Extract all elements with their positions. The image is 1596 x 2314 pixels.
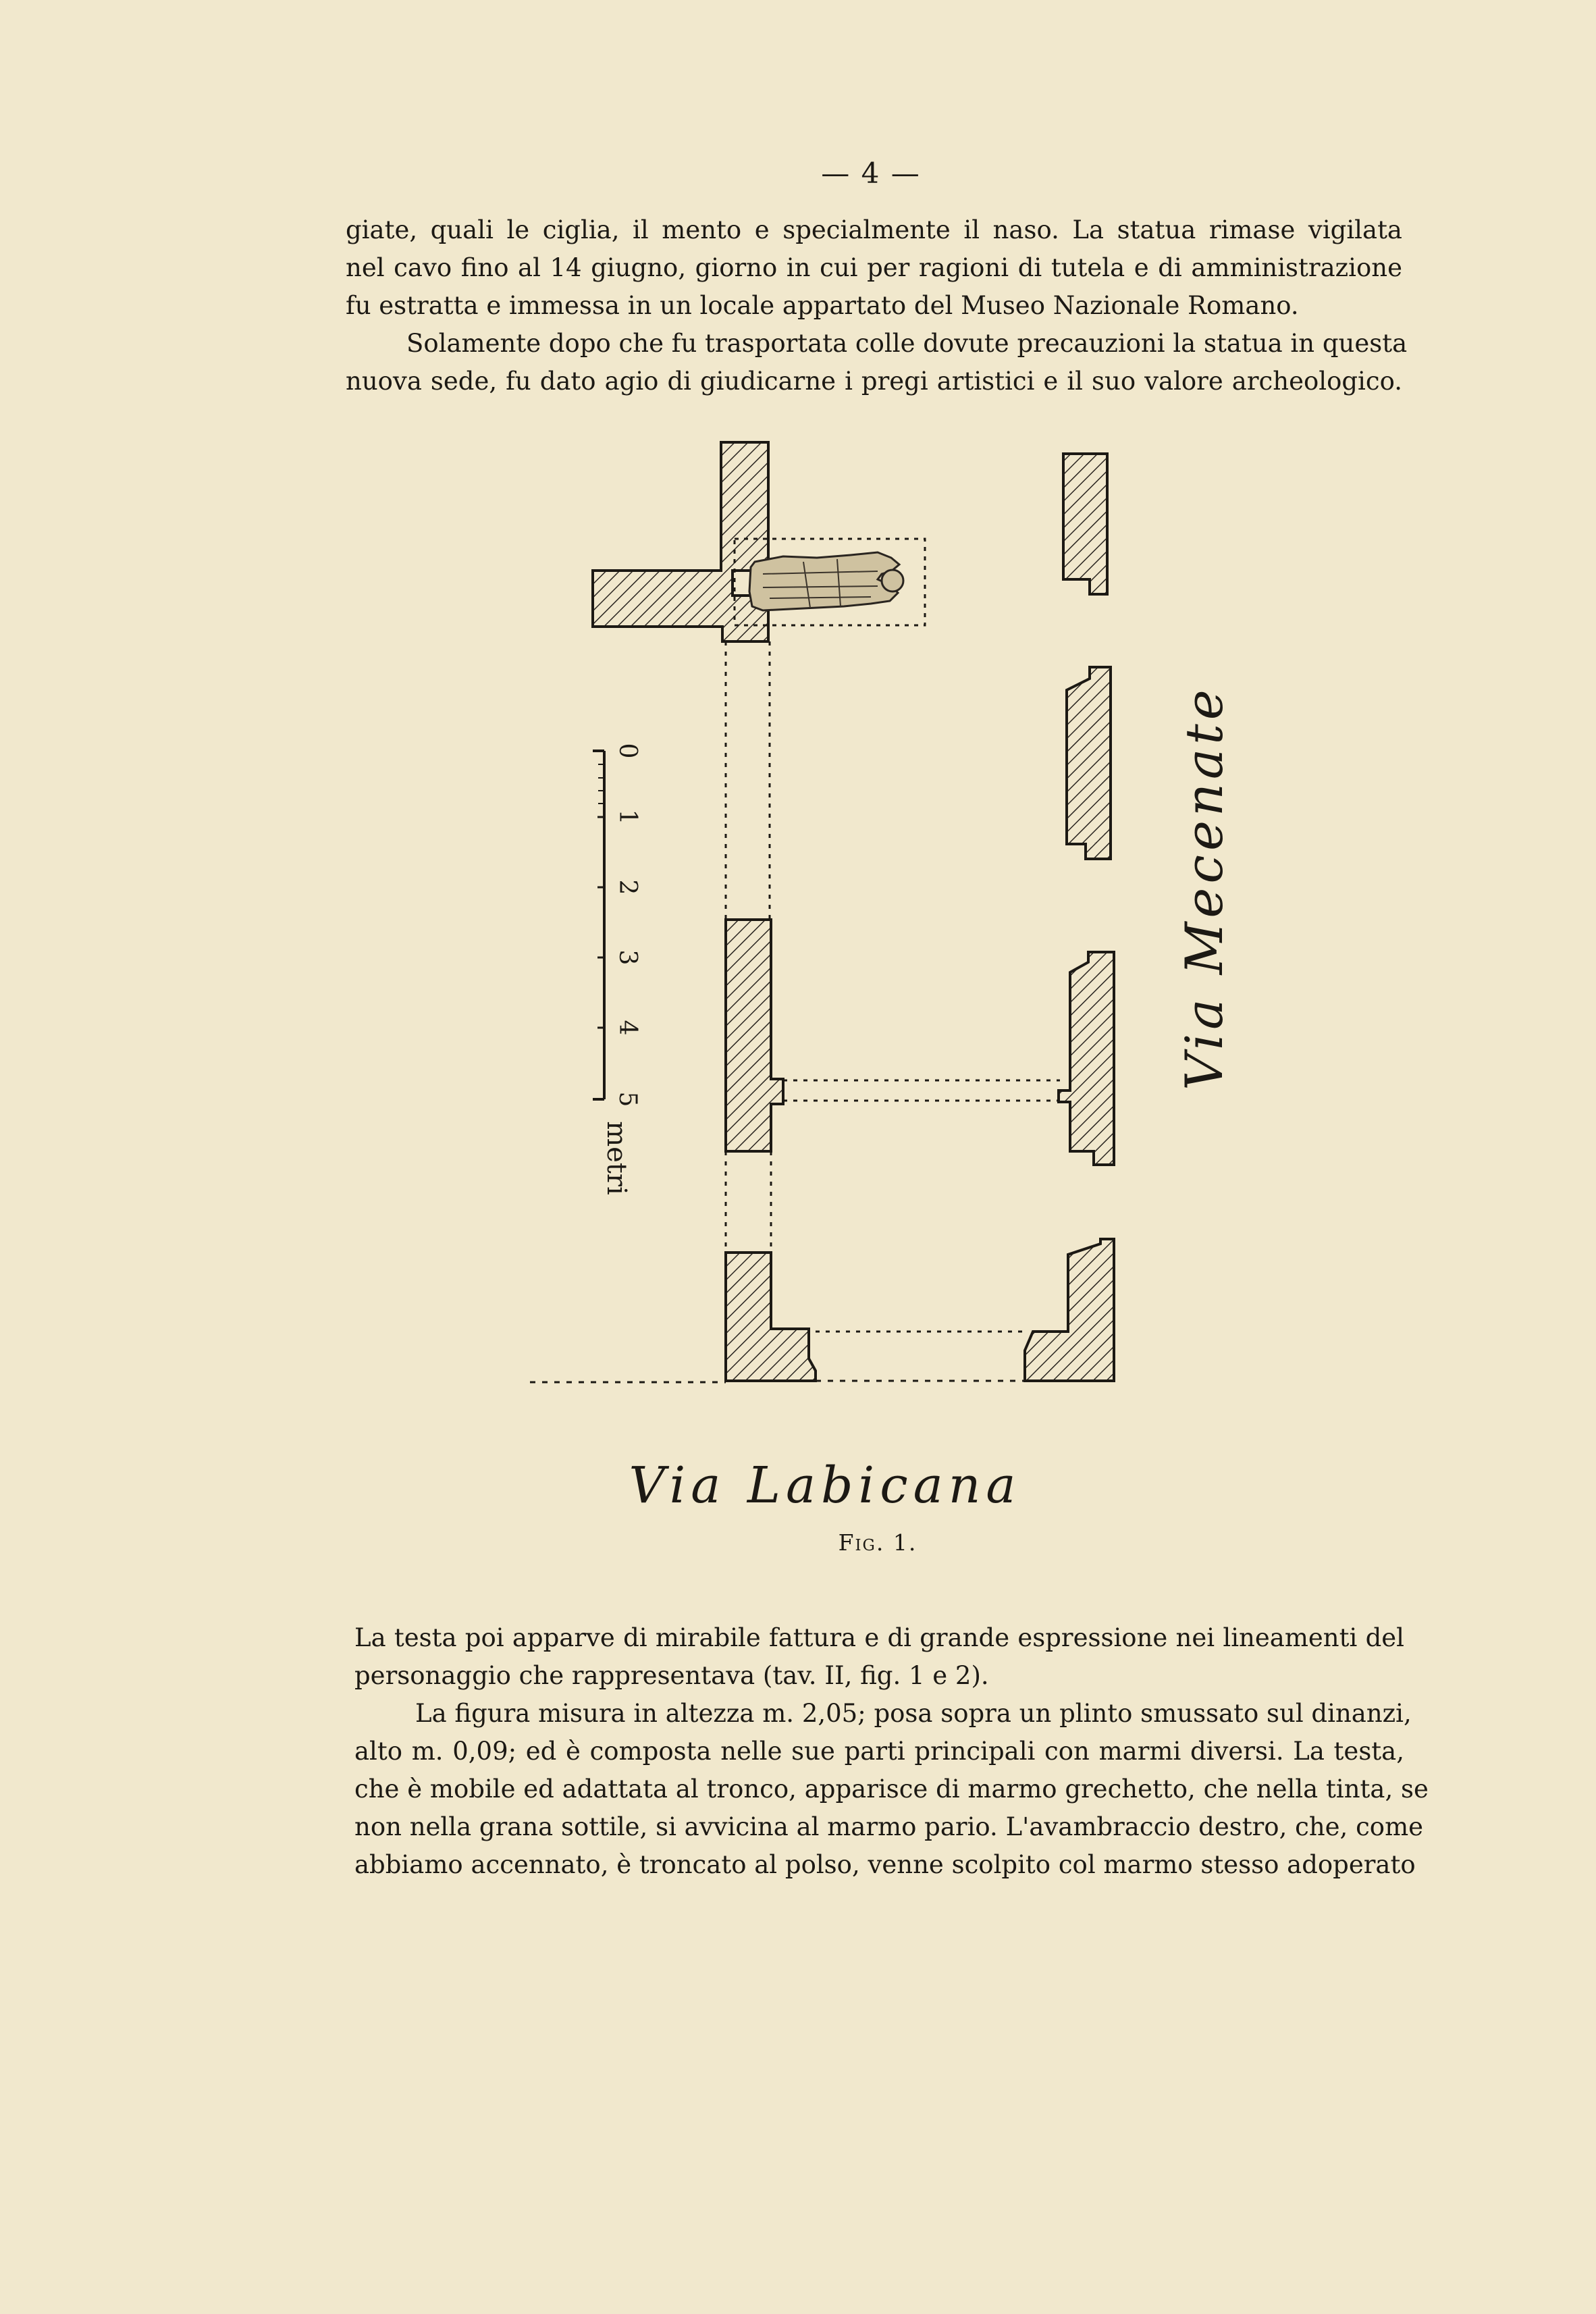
text-line: nuova sede, fu dato agio di giudicarne i pregi artistici e il suo valore archeologico. bbox=[346, 367, 1402, 396]
text-line: nel cavo fino al 14 giugno, giorno in cui per ragioni di tutela e di amministrazione bbox=[346, 253, 1402, 282]
text-line: La figura misura in altezza m. 2,05; posa sopra un plinto smussato sul dinanzi, bbox=[415, 1699, 1412, 1728]
street-label-via-labicana: Via Labicana bbox=[629, 1456, 1021, 1515]
scale-tick-label: 4 bbox=[614, 1020, 641, 1036]
paragraph-bottom bbox=[354, 1619, 1429, 1884]
scale-tick-label: 0 bbox=[614, 743, 641, 759]
text-line: La testa poi apparve di mirabile fattura e di grande espressione nei lineamenti del bbox=[354, 1623, 1404, 1652]
text-line: Solamente dopo che fu trasportata colle dovute precauzioni la statua in questa bbox=[406, 329, 1408, 358]
wall-middle-left bbox=[726, 920, 783, 1151]
scale-bar bbox=[593, 743, 641, 1195]
wall-right-2 bbox=[1067, 667, 1111, 859]
text-line: fu estratta e immessa in un locale appartato del Museo Nazionale Romano. bbox=[346, 291, 1299, 320]
scale-tick-label: 5 bbox=[614, 1091, 641, 1107]
scale-tick-label: 2 bbox=[614, 879, 641, 895]
wall-upper-left bbox=[593, 442, 768, 641]
page-number: — 4 — bbox=[821, 157, 921, 190]
text-line: che è mobile ed adattata al tronco, apparisce di marmo grechetto, che nella tinta, se bbox=[354, 1774, 1429, 1804]
wall-right-1 bbox=[1063, 454, 1107, 594]
text-line: alto m. 0,09; ed è composta nelle sue parti principali con marmi diversi. La testa, bbox=[354, 1737, 1404, 1766]
wall-lower-left bbox=[726, 1253, 816, 1381]
figure-caption: Fig. 1. bbox=[838, 1529, 917, 1556]
wall-right-3 bbox=[1059, 952, 1114, 1165]
text-line: non nella grana sottile, si avvicina al marmo pario. L'avambraccio destro, che, come bbox=[354, 1812, 1424, 1841]
text-line: giate, quali le ciglia, il mento e specialmente il naso. La statua rimase vigilata bbox=[346, 215, 1402, 244]
scale-tick-label: 3 bbox=[614, 949, 641, 966]
scale-tick-label: 1 bbox=[614, 809, 641, 825]
street-label-via-mecenate: Via Mecenate bbox=[1174, 685, 1234, 1090]
statue-icon bbox=[749, 552, 903, 610]
wall-right-4 bbox=[1025, 1239, 1114, 1381]
scale-unit-label: metri bbox=[601, 1121, 632, 1195]
text-line: personaggio che rappresentava (tav. II, fig. 1 e 2). bbox=[354, 1661, 989, 1690]
text-line: abbiamo accennato, è troncato al polso, venne scolpito col marmo stesso adoperato bbox=[354, 1850, 1416, 1879]
